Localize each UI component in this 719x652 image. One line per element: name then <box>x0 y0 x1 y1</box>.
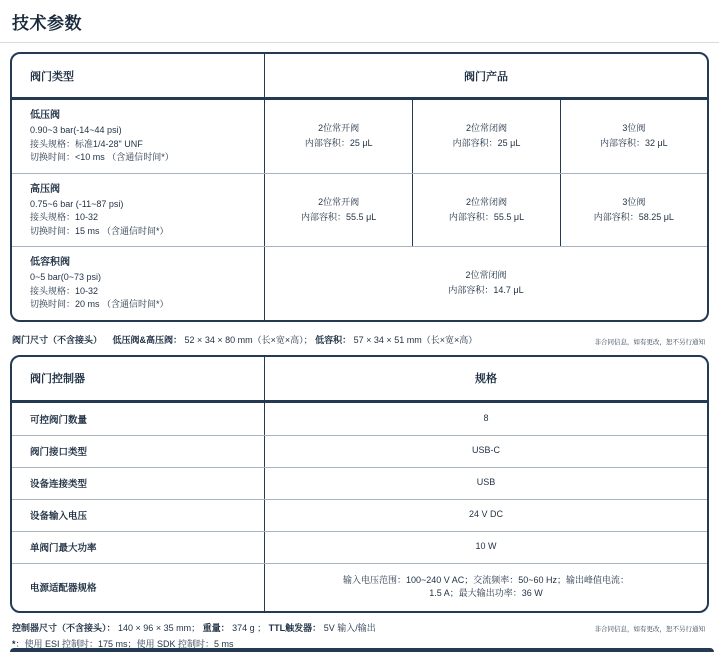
valve-size-note-row <box>12 333 705 346</box>
product-title: 2位常开阀 <box>318 123 360 134</box>
controller-row-device-connection <box>12 467 707 499</box>
valve-size-seg1-label: 低压阀&高压阀： <box>112 334 183 345</box>
ttl-trigger-label: TTL触发器： <box>268 622 322 633</box>
valve-spec-line: 0~5 bar(0~73 psi) <box>30 272 102 282</box>
row-value <box>265 403 707 435</box>
valve-info-cell <box>12 247 265 320</box>
controller-table <box>10 355 709 613</box>
controller-table-header <box>12 357 707 403</box>
product-title: 3位阀 <box>622 123 646 134</box>
valve-row-low-pressure <box>12 100 707 173</box>
valve-spec-line: 切换时间：15 ms （含通信时间*） <box>30 225 169 236</box>
row-value-text: 8 <box>483 412 489 423</box>
weight-label: 重量： <box>202 622 230 633</box>
valve-name: 低容积阀 <box>30 257 70 268</box>
row-value <box>265 468 707 499</box>
product-volume: 内部容积：25 μL <box>452 138 521 149</box>
product-volume: 内部容积：55.5 μL <box>448 211 525 222</box>
disclaimer-note: 非合同信息，如有更改，恕不另行通知 <box>594 338 705 346</box>
product-cell <box>412 174 559 247</box>
valve-spec-line: 接头规格：标准1/4-28" UNF <box>30 138 143 149</box>
row-value-text: 输入电压范围：100~240 V AC；交流频率：50~60 Hz；输出峰值电流： <box>342 574 630 585</box>
valve-size-seg2-label: 低容积： <box>315 334 352 345</box>
product-title: 2位常开阀 <box>318 196 360 207</box>
row-value <box>265 532 707 563</box>
row-value-text: 24 V DC <box>468 509 503 520</box>
product-cell <box>265 100 412 173</box>
row-label: 设备输入电压 <box>12 500 265 531</box>
valve-size-label: 阀门尺寸（不含接头） <box>12 334 103 345</box>
product-cell-merged <box>265 247 707 320</box>
valve-spec-line: 接头规格：10-32 <box>30 212 99 222</box>
title-divider <box>0 42 719 43</box>
row-value <box>265 564 707 611</box>
controller-row-valve-interface <box>12 435 707 467</box>
next-section-edge <box>10 648 714 652</box>
valve-spec-line: 0.75~6 bar (-11~87 psi) <box>30 198 124 209</box>
product-cell <box>560 100 707 173</box>
valve-size-note <box>12 333 477 346</box>
product-volume: 内部容积：55.5 μL <box>301 211 377 222</box>
valve-size-seg2-value: 57 × 34 × 51 mm（长×宽×高） <box>353 334 478 345</box>
valve-name: 低压阀 <box>30 110 60 121</box>
weight-value: 374 g ； <box>232 622 267 633</box>
controller-size-note <box>12 621 376 634</box>
controller-row-valve-count <box>12 403 707 435</box>
valve-size-seg1-value: 52 × 34 × 80 mm（长×宽×高）； <box>184 334 313 345</box>
row-value <box>265 500 707 531</box>
row-value-text: 10 W <box>475 541 497 552</box>
row-label: 电源适配器规格 <box>12 564 265 611</box>
valve-spec-line: 切换时间：20 ms （含通信时间*） <box>30 299 169 309</box>
controller-notes-row <box>12 621 705 650</box>
controller-size-value: 140 × 96 × 35 mm； <box>118 622 201 633</box>
controller-row-input-voltage <box>12 499 707 531</box>
valve-name: 高压阀 <box>30 183 60 195</box>
footnote-star: * <box>12 638 16 649</box>
valve-spec-line: 0.90~3 bar(-14~44 psi) <box>30 125 122 135</box>
controller-spec-header-cell: 规格 <box>475 373 497 385</box>
page-title: 技术参数 <box>12 14 82 33</box>
valve-info-cell <box>12 100 265 173</box>
valve-spec-line: 切换时间：<10 ms （含通信时间*） <box>30 152 174 162</box>
product-volume: 内部容积：25 μL <box>304 138 373 149</box>
controller-size-label: 控制器尺寸（不含接头）： <box>12 622 116 633</box>
disclaimer-note: 非合同信息，如有更改，恕不另行通知 <box>594 625 705 633</box>
product-title: 2位常闭阀 <box>465 270 507 281</box>
product-volume: 内部容积：58.25 μL <box>593 211 674 222</box>
row-label: 阀门接口类型 <box>12 436 265 467</box>
controller-row-max-power <box>12 531 707 563</box>
product-title: 2位常闭阀 <box>465 196 507 207</box>
controller-row-power-adapter <box>12 563 707 611</box>
row-value-text: USB-C <box>471 445 500 456</box>
product-title: 3位阀 <box>622 196 646 207</box>
valve-spec-line: 接头规格：10-32 <box>30 285 99 296</box>
row-value-text: USB <box>476 477 496 488</box>
controller-notes <box>12 621 376 650</box>
valve-type-header-cell: 阀门类型 <box>12 54 265 97</box>
row-label: 单阀门最大功率 <box>12 532 265 563</box>
valve-table-header <box>12 54 707 100</box>
product-volume: 内部容积：32 μL <box>599 138 668 149</box>
ttl-trigger-value: 5V 输入/输出 <box>323 622 376 633</box>
product-volume: 内部容积：14.7 μL <box>448 285 524 296</box>
row-label: 设备连接类型 <box>12 468 265 499</box>
valve-table <box>10 52 709 322</box>
valve-row-high-pressure <box>12 173 707 247</box>
row-value <box>265 436 707 467</box>
product-cell <box>412 100 559 173</box>
row-label: 可控阀门数量 <box>12 403 265 435</box>
valve-info-cell <box>12 174 265 247</box>
row-value-text: 1.5 A；最大输出功率：36 W <box>429 588 543 598</box>
product-title: 2位常闭阀 <box>465 123 507 134</box>
controller-name-header-cell: 阀门控制器 <box>12 357 265 400</box>
valve-product-header-cell: 阀门产品 <box>464 70 508 83</box>
product-cell <box>265 174 412 247</box>
footnote-text: ：使用 ESI 控制时：175 ms；使用 SDK 控制时：5 ms <box>15 638 234 649</box>
valve-row-low-volume <box>12 246 707 320</box>
product-cell <box>560 174 707 247</box>
